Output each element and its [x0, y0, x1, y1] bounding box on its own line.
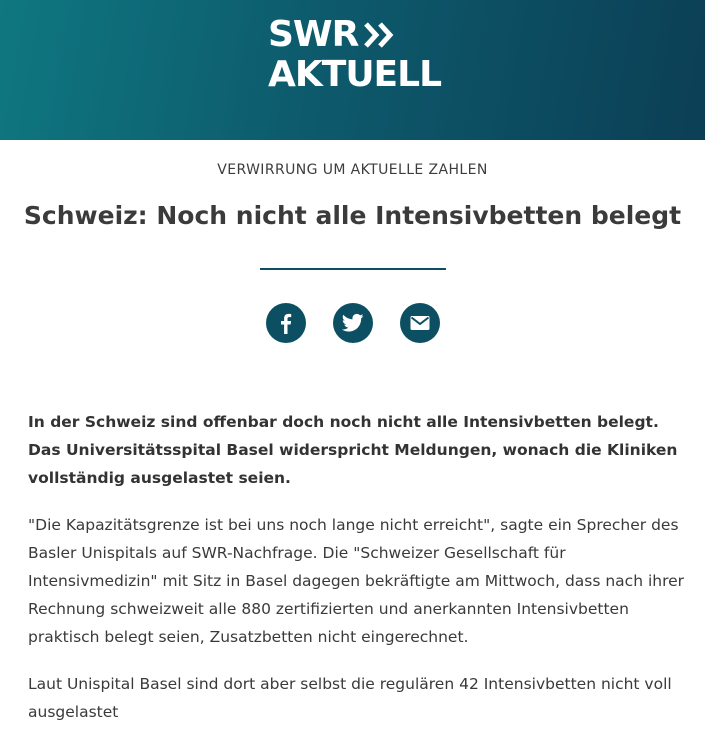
- article-paragraph: "Die Kapazitätsgrenze ist bei uns noch lange nicht erreicht", sagte ein Sprecher des Basler Unispitals auf SWR-Nachfrage. Die "Schweizer Gesellschaft für Intensivmedizin" mit Sitz in Basel dagegen bekräftigte am Mittwoch, dass nach ihrer Rechnung schweizweit alle 880 zertifizierten und anerkannten Intensivbetten praktisch belegt seien, Zusatzbetten nicht eingerechnet.: [28, 516, 685, 646]
- article-kicker: VERWIRRUNG UM AKTUELLE ZAHLEN: [217, 162, 488, 178]
- site-header: [0, 0, 705, 140]
- twitter-icon: [342, 313, 364, 333]
- article-body: [28, 408, 688, 726]
- article-paragraph: Laut Unispital Basel sind dort aber selbst die regulären 42 Intensivbetten nicht voll ausgelastet: [28, 675, 672, 721]
- headline-divider: [260, 268, 446, 270]
- share-mail-button[interactable]: [400, 303, 440, 343]
- facebook-icon: [276, 312, 296, 334]
- article-headline: Schweiz: Noch nicht alle Intensivbetten belegt: [23, 201, 682, 230]
- article-lead: In der Schweiz sind offenbar doch noch nicht alle Intensivbetten belegt. Das Universitätsspital Basel widerspricht Meldungen, wonach die Kliniken vollständig ausgelastet seien.: [28, 413, 678, 487]
- logo-swr-text: SWR: [268, 14, 359, 55]
- logo-top-row: [268, 14, 397, 56]
- mail-icon: [410, 315, 430, 331]
- logo-aktuell-text: AKTUELL: [268, 54, 442, 95]
- swr-aktuell-logo[interactable]: [268, 14, 458, 94]
- share-twitter-button[interactable]: [333, 303, 373, 343]
- double-chevron-icon: [363, 21, 397, 49]
- share-facebook-button[interactable]: [266, 303, 306, 343]
